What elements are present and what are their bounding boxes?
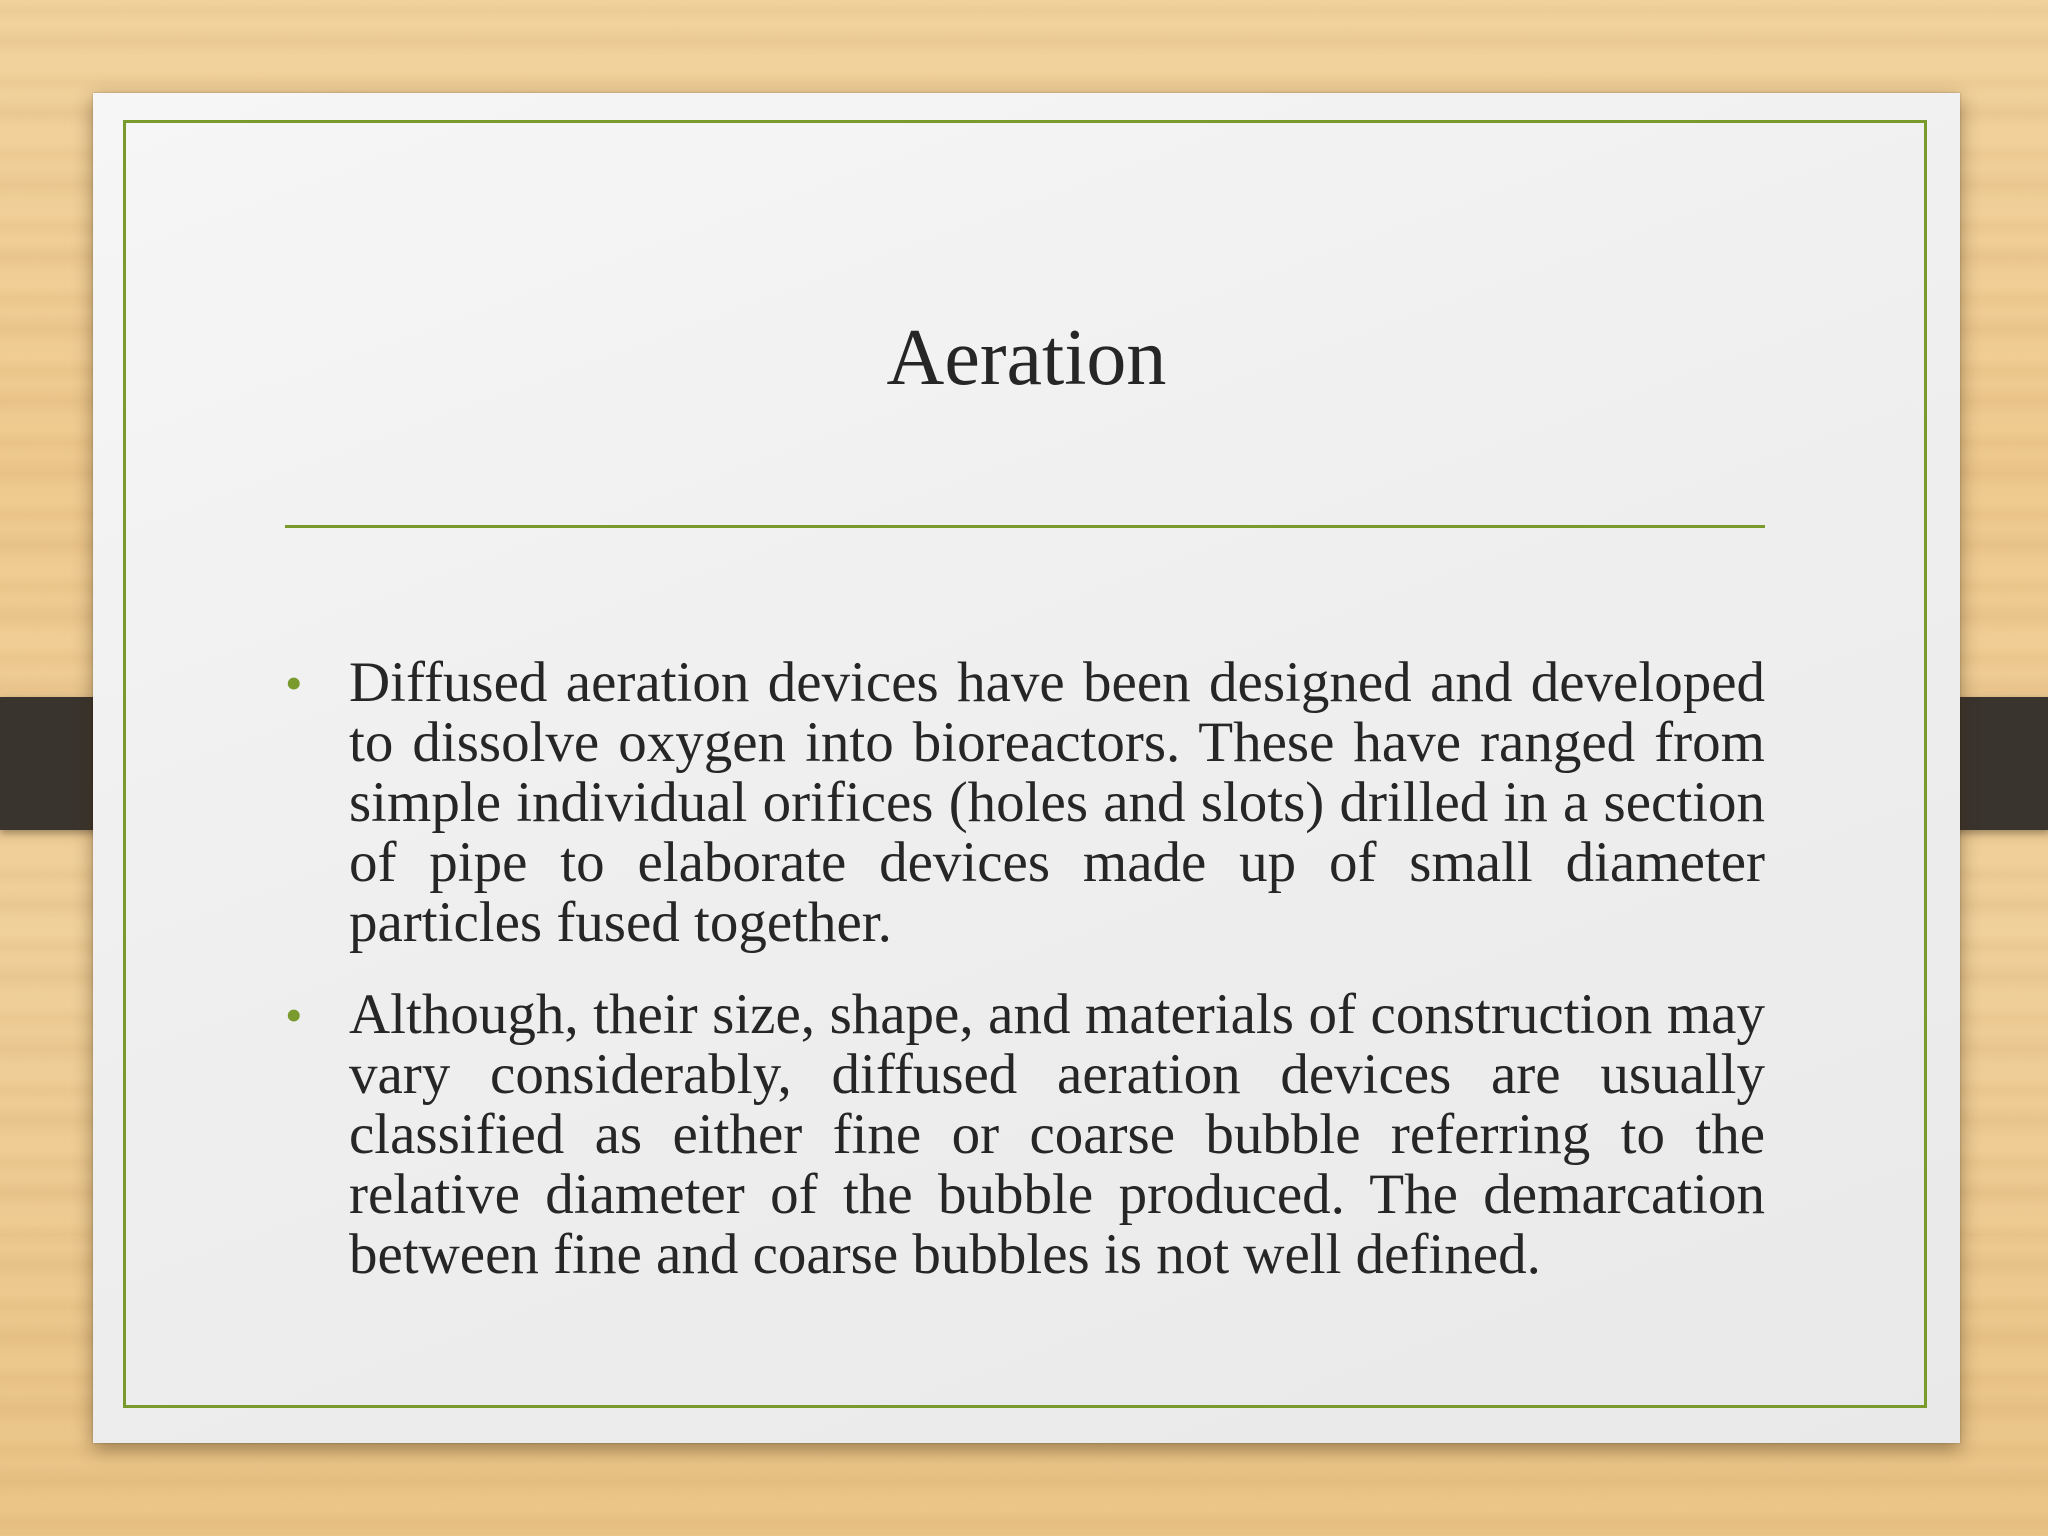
- title-divider: [285, 525, 1765, 528]
- bullet-text: Diffused aeration devices have been designed and developed to dissolve oxygen into bioreactors. These have ranged from simple individual orifices (holes and slots) drilled in a section of pipe to elaborate devices made up of small diameter particles fused together.: [349, 651, 1765, 954]
- bullet-dot-icon: •: [285, 987, 303, 1043]
- bullet-list: [285, 653, 1765, 1317]
- bullet-item: [285, 985, 1765, 1285]
- bullet-dot-icon: •: [285, 655, 303, 711]
- slide-title: Aeration: [886, 314, 1167, 402]
- bullet-item: [285, 653, 1765, 953]
- slide: [93, 93, 1960, 1443]
- bullet-text: Although, their size, shape, and materials of construction may vary considerably, diffused aeration devices are usually classified as either fine or coarse bubble referring to the relative diameter of the bubble produced. The demarcation between fine and coarse bubbles is not well defined.: [349, 983, 1765, 1286]
